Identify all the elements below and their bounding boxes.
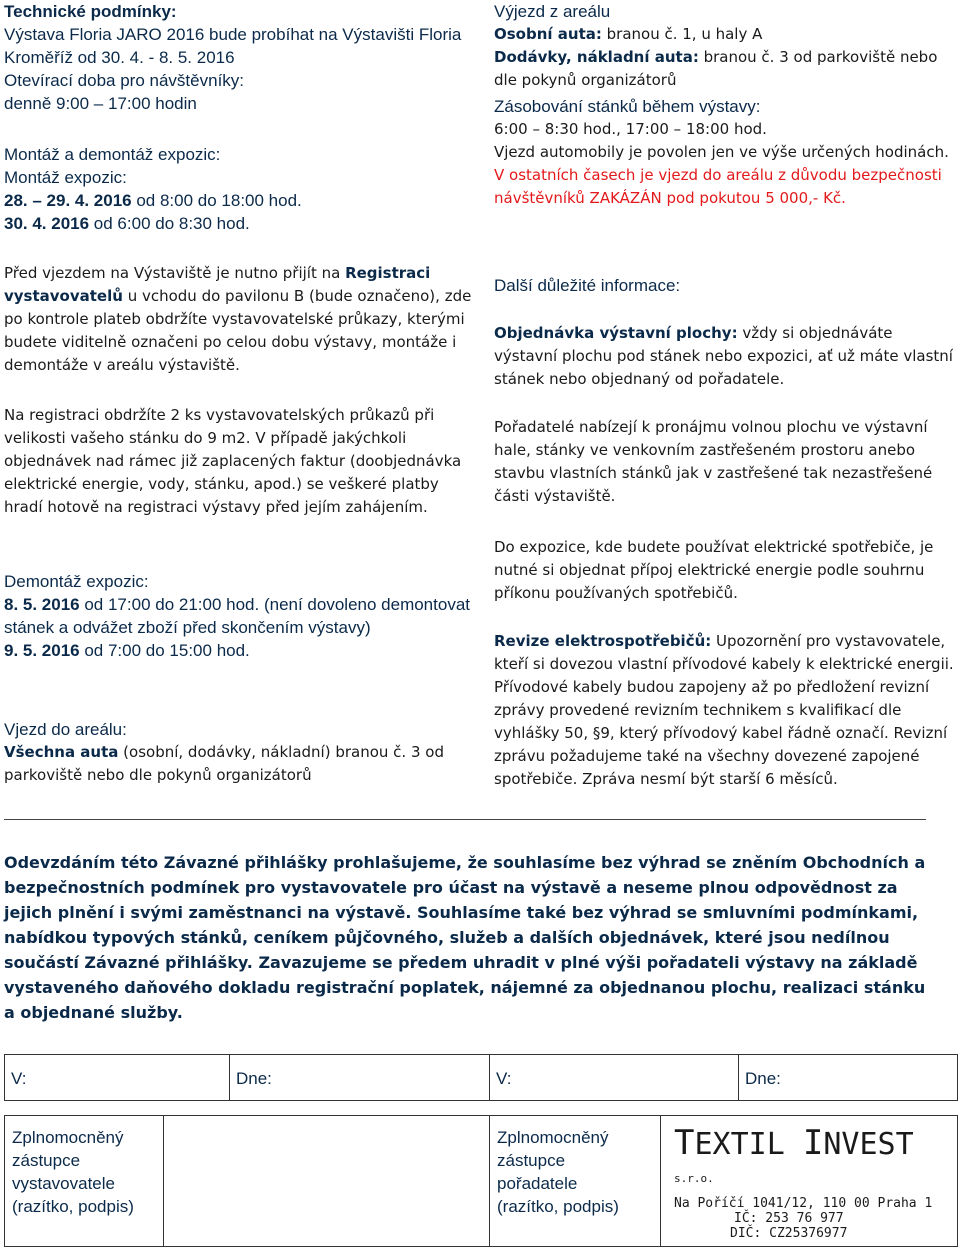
objednavka-paragraph [494,322,958,391]
montaz-line-1-rest: od 8:00 do 18:00 hod. [131,191,302,210]
demontaz-line-2 [4,639,474,662]
stamp-address: Na Poříčí 1041/12, 110 00 Praha 1 [674,1196,933,1211]
vjezd-heading: Vjezd do areálu: [4,720,127,739]
vjezd-bold: Všechna auta [4,743,119,761]
demontaz-note: (není dovoleno demontovat stánek a odvážet zboží před skončením výstavy) [4,595,470,637]
dodavky-bold: Dodávky, nákladní auta: [494,48,699,66]
stamp-logo-nvest: NVEST [823,1127,914,1162]
place-label-left: V: [11,1069,27,1088]
place-field-right[interactable] [489,1054,739,1101]
place-field-left[interactable] [4,1054,230,1101]
expozice-paragraph: Do expozice, kde budete používat elektrické spotřebiče, je nutné si objednat přípoj elektrické energie podle souhrnu příkonu používaných spotřebičů. [494,538,934,602]
revize-rest: Upozornění pro vystavovatele, kteří si dovezou vlastní přívodové kabely k elektrické energii. Přívodové kabely budou zapojeny až po předložení revizní zprávy provedené revizním technikem s kvalifikací dle vyhlášky 50, §9, který přívodový kabel řádně označí. Revizní zprávu požadujeme také na všechny dovezené zapojené spotřebiče. Zpráva nesmí být starší 6 měsíců. [494,632,954,788]
registrace-p1-text-a: Před vjezdem na Výstaviště je nutno přijít na [4,264,346,282]
objednavka-rest: vždy si objednáváte výstavní plochu pod stánek nebo expozici, ať už máte vlastní stánek nebo objednaný od pořadatele. [494,324,953,388]
company-stamp [674,1123,948,1241]
tech-line-4: denně 9:00 – 17:00 hodin [4,94,197,113]
right-box-line-1: Zplnomocněný [497,1128,609,1147]
right-box-line-3: pořadatele [497,1174,578,1193]
tech-line-2: Kroměříž od 30. 4. - 8. 5. 2016 [4,48,235,67]
right-box-line-4: (razítko, podpis) [497,1197,619,1216]
stamp-logo-t: T [674,1123,695,1163]
declaration-paragraph: Odevzdáním této Závazné přihlášky prohlašujeme, že souhlasíme bez výhrad se zněním Obchodních a bezpečnostních podmínek pro vystavovatele pro účast na výstavě a neseme plnou odpovědnost za jejich plnění i svými zaměstnanci na výstavě. Souhlasíme také bez výhrad se smluvními podmínkami, nabídkou typových stánků, ceníkem půjčovného, služeb a dalších objednávek, které jsou nedílnou součástí Závazné přihlášky. Zavazujeme se předem uhradit v plné výši pořadateli výstavy na základě vystaveného daňového dokladu registrační poplatek, nájemné za objednanou plochu, realizaci stánku a objednané služby. [4,853,926,1022]
vjezd-section [4,718,474,787]
vjezd-rest: (osobní, dodávky, nákladní) branou č. 3 od parkoviště nebo dle pokynů organizátorů [4,743,444,784]
montaz-line-2 [4,212,474,235]
demontaz-line-2-date: 9. 5. 2016 [4,641,80,660]
zasobovani-warning: V ostatních časech je vjezd do areálu z důvodu bezpečnosti návštěvníků ZAKÁZÁN pod pokutou 5 000,- Kč. [494,166,942,207]
dodavky-line [494,46,958,92]
stamp-logo-extil: EXTIL [694,1127,785,1162]
registrace-p2-text-a: Na registraci obdržíte 2 ks vystavovatelských průkazů při velikosti vašeho stánku do 9 m2. [4,406,435,447]
osobni-rest: branou č. 1, u haly A [601,25,763,43]
registrace-p1-bold: Registraci vystavovatelů [4,264,431,305]
stamp-logo [674,1123,948,1196]
revize-paragraph [494,630,958,791]
left-box-line-3: vystavovatele [12,1174,115,1193]
montaz-line-1 [4,189,474,212]
organizer-representative-label [497,1126,619,1218]
vjezd-text [4,741,474,787]
tech-line-3: Otevírací doba pro návštěvníky: [4,71,245,90]
zasobovani-text-plain: Vjezd automobily je povolen jen ve výše určených hodinách. [494,143,949,161]
stamp-dic: DIČ: CZ25376977 [730,1226,848,1241]
tech-heading: Technické podmínky: [4,2,177,21]
date-label-left: Dne: [236,1069,272,1088]
montaz-line-1-date: 28. – 29. 4. 2016 [4,191,132,210]
objednavka-bold: Objednávka výstavní plochy: [494,324,738,342]
left-box-line-2: zástupce [12,1151,81,1170]
zasobovani-text [494,141,958,210]
montaz-subheading: Montáž expozic: [4,168,127,187]
demontaz-line-1-date: 8. 5. 2016 [4,595,80,614]
left-box-line-1: Zplnomocněný [12,1128,124,1147]
tech-line-1: Výstava Floria JARO 2016 bude probíhat na Výstavišti Floria [4,25,462,44]
divider-line [4,819,926,820]
zasobovani-times: 6:00 – 8:30 hod., 17:00 – 18:00 hod. [494,120,767,138]
registrace-p1-text-c: u vchodu do pavilonu B (bude označeno), zde po kontrole plateb obdržíte vystavovatelské průkazy, kterými budete viditelně označeni po celou dobu výstavy, montáže i demontáže v areálu výstaviště. [4,287,472,374]
montaz-section [4,143,474,235]
exhibitor-representative-label-cell [4,1115,164,1247]
poradatele-paragraph: Pořadatelé nabízejí k pronájmu volnou plochu ve výstavní hale, stánky ve venkovním zastřešeném prostoru anebo stavbu vlastních stánků jak v zastřešené tak nezastřešené části výstaviště. [494,418,933,505]
vyjezd-section [494,0,958,210]
right-box-line-2: zástupce [497,1151,566,1170]
date-field-right[interactable] [738,1054,958,1101]
montaz-line-2-date: 30. 4. 2016 [4,214,90,233]
registrace-p2-text-b: V případě jakýchkoli objednávek nad rámec již zaplacených faktur (doobjednávka elektrické energie, vody, stánku, apod.) se veškeré platby hradí hotově na registraci výstavy před jejím zahájením. [4,429,462,516]
demontaz-line-2-rest: od 7:00 do 15:00 hod. [79,641,250,660]
date-label-right: Dne: [745,1069,781,1088]
technical-conditions [4,0,474,115]
date-field-left[interactable] [229,1054,490,1101]
place-label-right: V: [496,1069,512,1088]
osobni-line [494,23,958,46]
exhibitor-representative-label [12,1126,134,1218]
exhibitor-signature-area[interactable] [163,1115,490,1247]
demontaz-section [4,570,474,662]
demontaz-heading: Demontáž expozic: [4,572,149,591]
left-box-line-4: (razítko, podpis) [12,1197,134,1216]
registrace-paragraph-1 [4,262,474,377]
stamp-ic: IČ: 253 76 977 [734,1211,844,1226]
vyjezd-heading: Výjezd z areálu [494,2,611,21]
organizer-representative-label-cell [489,1115,661,1247]
osobni-bold: Osobní auta: [494,25,602,43]
revize-bold: Revize elektrospotřebičů: [494,632,712,650]
dodavky-rest: branou č. 3 od parkoviště nebo dle pokynů organizátorů [494,48,938,89]
stamp-logo-sro: s.r.o. [674,1172,714,1185]
zasobovani-heading: Zásobování stánků během výstavy: [494,97,761,116]
dalsi-heading: Další důležité informace: [494,276,681,295]
demontaz-line-1 [4,593,474,639]
stamp-logo-i: I [802,1123,824,1163]
montaz-line-2-rest: od 6:00 do 8:30 hod. [89,214,250,233]
registrace-paragraph-2 [4,404,474,519]
demontaz-line-1-rest: od 17:00 do 21:00 hod. [79,595,260,614]
montaz-heading: Montáž a demontáž expozic: [4,145,221,164]
